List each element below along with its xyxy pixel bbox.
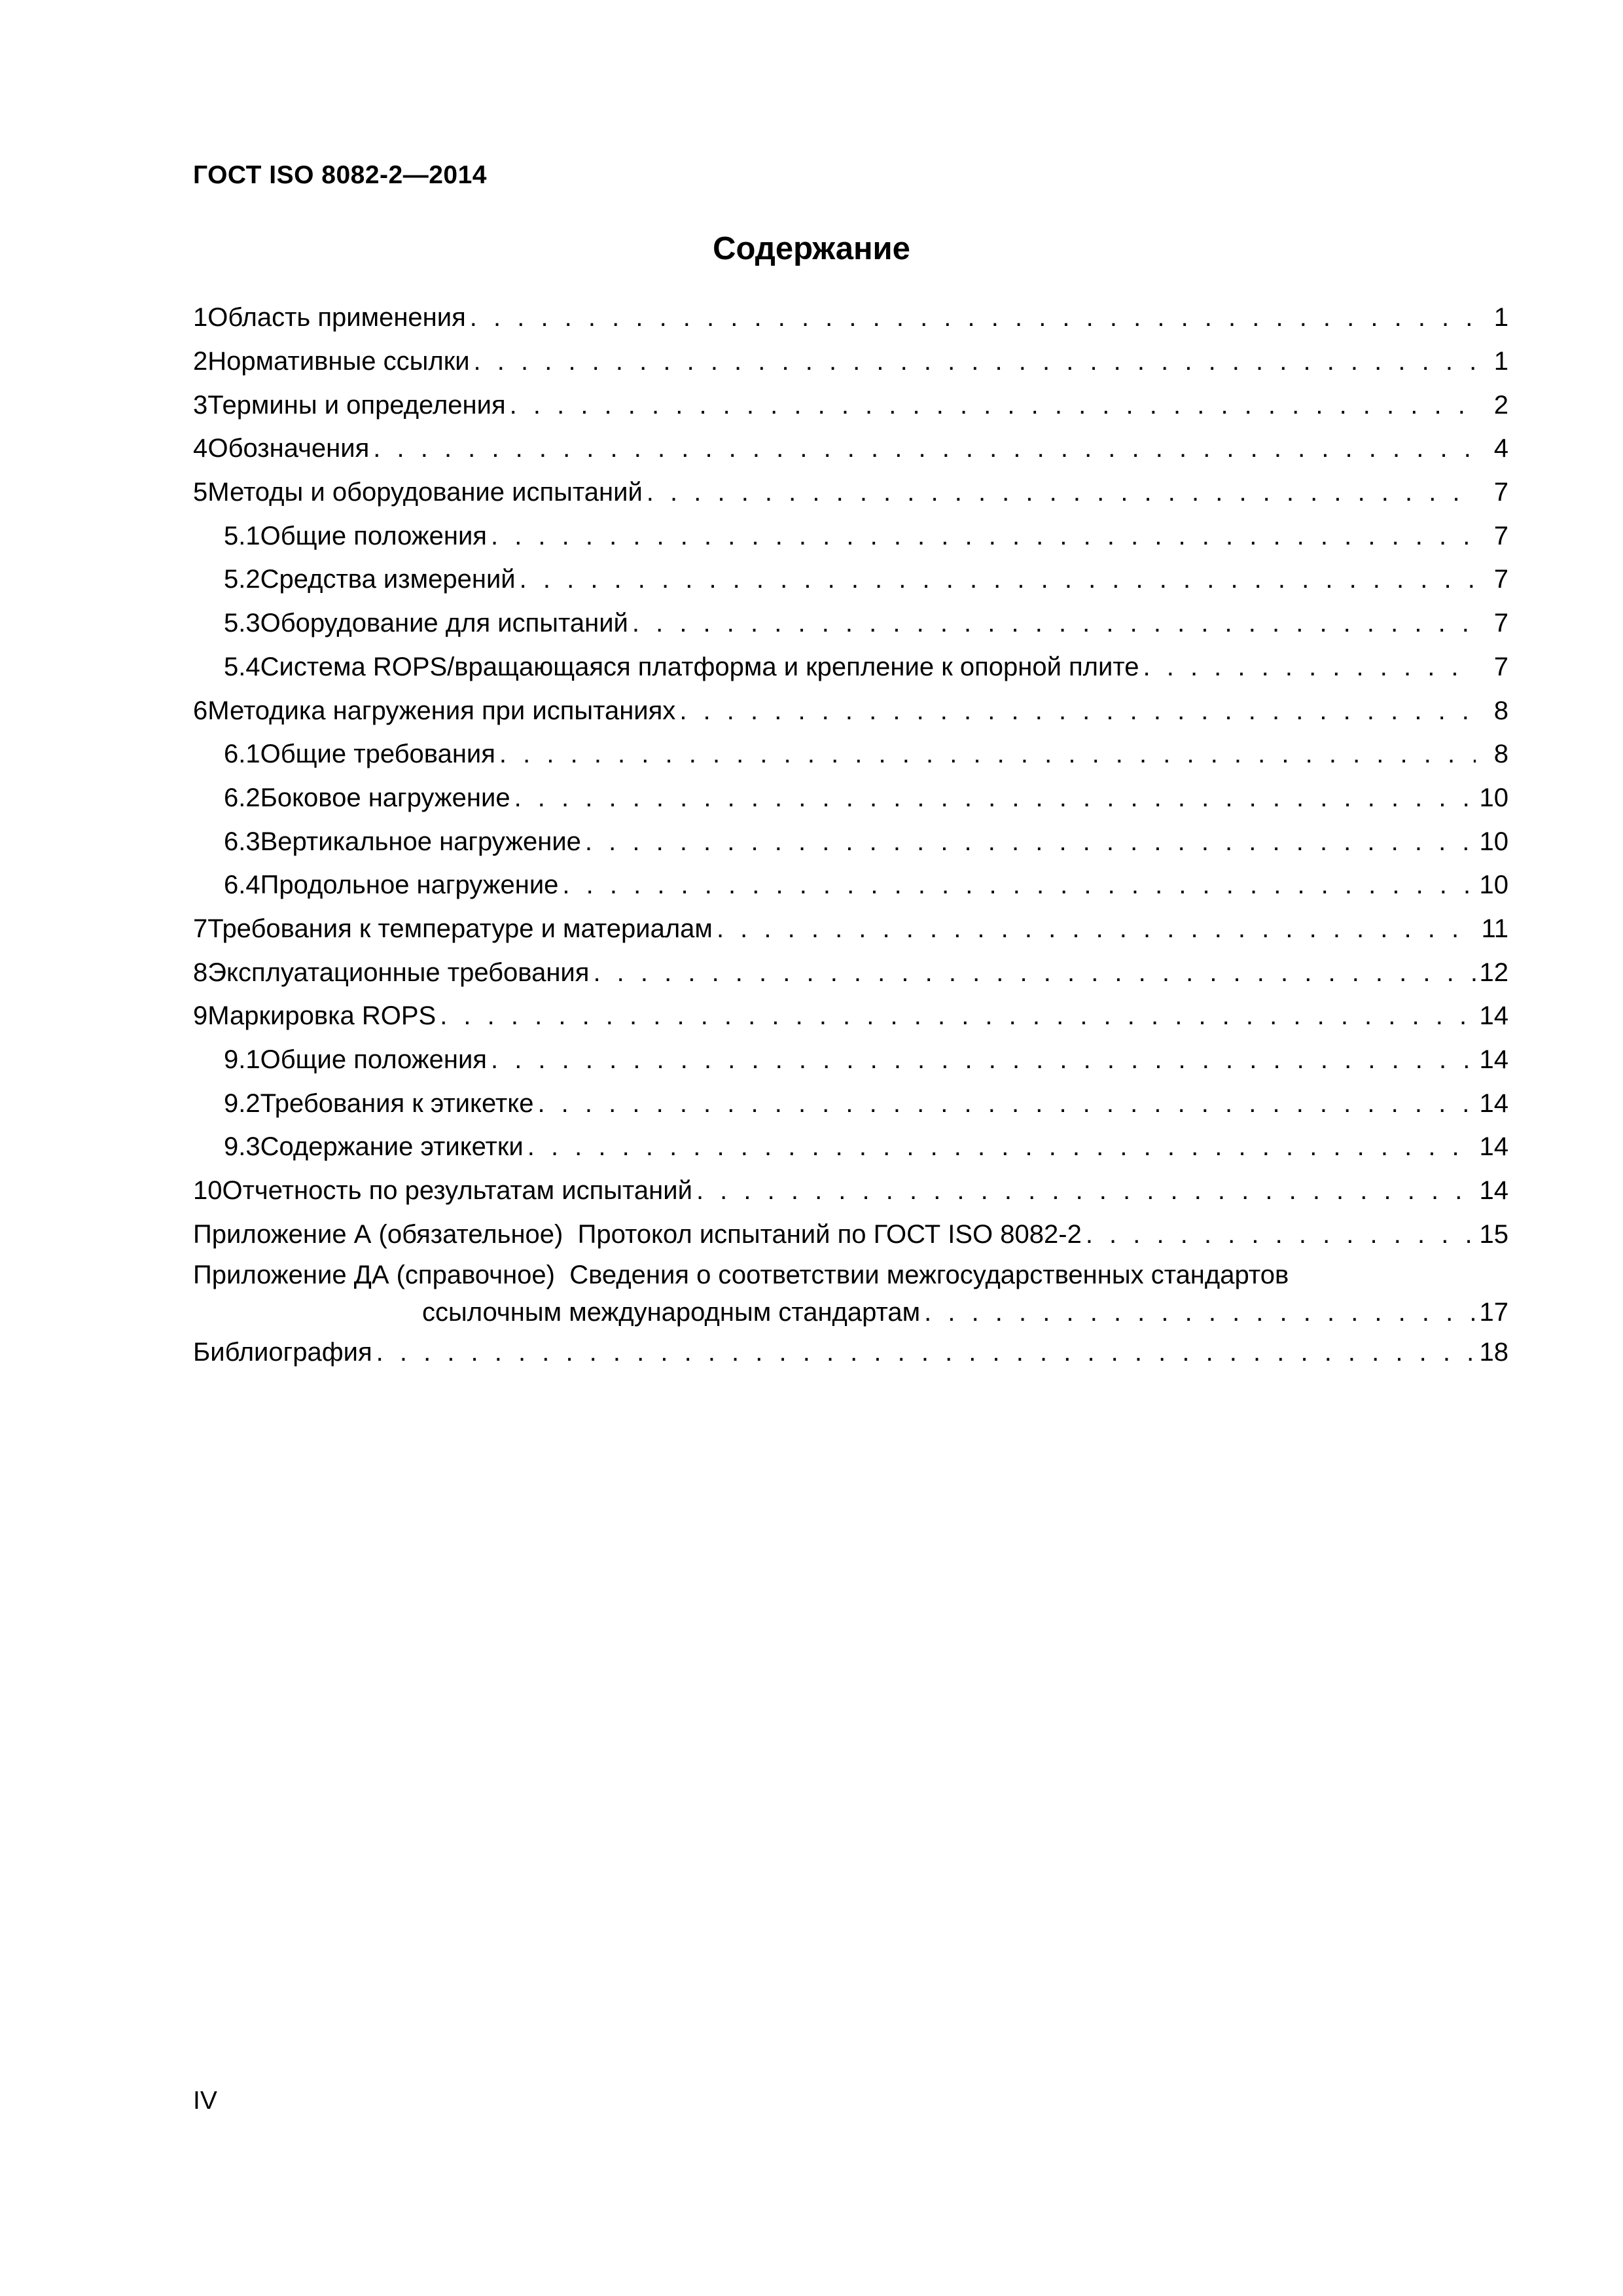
dot-leader [562,869,1475,901]
toc-entry-appendix-da-continuation[interactable] [193,1294,1508,1331]
dot-leader [924,1297,1475,1328]
toc-entry-page: 7 [1493,478,1508,507]
dot-leader [537,1088,1475,1119]
toc-entry-label: Требования к температуре и материалам [207,914,713,943]
dot-leader [510,389,1476,421]
toc-entry-number: 9.1 [224,1045,260,1075]
toc-entry-number: 1 [193,303,208,332]
dot-leader [679,695,1476,726]
toc-entry-page: 14 [1479,1088,1508,1118]
toc-entry-label: Содержание этикетки [260,1132,524,1162]
toc-entry[interactable] [193,601,1508,645]
toc-entry-number: 9.3 [224,1132,260,1162]
dot-leader [373,433,1476,464]
toc-entry-number: 6.3 [224,827,260,856]
toc-entry-label: Вертикальное нагружение [260,827,581,856]
dot-leader [696,1175,1476,1206]
toc-entry-page: 8 [1493,740,1508,769]
dot-leader [440,1000,1475,1031]
toc-entry-number: 4 [193,434,208,463]
toc-entry[interactable] [193,427,1508,471]
toc-entry[interactable] [193,819,1508,863]
toc-entry-number: 5 [193,478,208,507]
dot-leader [491,520,1476,552]
dot-leader [527,1131,1476,1162]
toc-entry-number: 2 [193,347,208,376]
dot-leader [470,302,1476,333]
toc-entry[interactable] [193,514,1508,558]
toc-entry-label: Методы и оборудование испытаний [207,478,643,507]
toc-entry[interactable] [193,1169,1508,1213]
toc-entry-number: 7 [193,914,208,943]
toc-entry-number: 6 [193,696,208,725]
toc-entry-page: 18 [1479,1338,1508,1367]
toc-entry-label: Оборудование для испытаний [260,609,628,638]
toc-entry-label: Общие положения [260,1045,487,1075]
toc-entry-page: 14 [1479,1132,1508,1162]
toc-entry-label: Средства измерений [260,565,516,594]
toc-entry[interactable] [193,645,1508,689]
toc-entry-label: Маркировка ROPS [207,1001,437,1031]
toc-entry-number: 8 [193,958,208,987]
toc-entry-appendix-a[interactable] [193,1212,1508,1256]
toc-entry-appendix-da[interactable] [193,1256,1508,1294]
table-of-contents [193,296,1508,1374]
toc-entry-number: 10 [193,1176,223,1206]
toc-entry[interactable] [193,340,1508,384]
toc-entry[interactable] [193,1081,1508,1125]
toc-entry[interactable] [193,1125,1508,1169]
toc-entry-label: Общие положения [260,521,487,550]
toc-entry-label: Общие требования [260,740,495,769]
document-header-id: ГОСТ ISO 8082-2—2014 [193,161,487,189]
toc-entry[interactable] [193,383,1508,427]
dot-leader [593,957,1475,988]
toc-entry-number: 3 [193,390,208,420]
toc-entry-page: 14 [1479,1045,1508,1075]
toc-entry-label: Эксплуатационные требования [207,958,590,987]
toc-entry-page: 7 [1493,521,1508,550]
toc-entry-page: 14 [1479,1001,1508,1031]
toc-entry-number: 6.2 [224,783,260,812]
toc-entry-label: Приложение А (обязательное) Протокол испытаний по ГОСТ ISO 8082-2 [193,1219,1082,1249]
toc-entry-page: 7 [1493,609,1508,638]
toc-entry-label: Продольное нагружение [260,870,559,900]
dot-leader [491,1044,1476,1075]
toc-entry-page: 7 [1493,565,1508,594]
toc-entry-number: 5.1 [224,521,260,550]
toc-entry-label: Методика нагружения при испытаниях [207,696,676,725]
toc-entry[interactable] [193,471,1508,514]
toc-entry-page: 8 [1493,696,1508,725]
toc-entry[interactable] [193,863,1508,907]
dot-leader [376,1336,1476,1368]
toc-entry-page: 12 [1479,958,1508,987]
toc-entry-page: 1 [1493,303,1508,332]
toc-entry-label: Нормативные ссылки [207,347,470,376]
toc-entry-page: 7 [1493,652,1508,681]
toc-entry-page: 17 [1479,1298,1508,1327]
dot-leader [520,564,1476,595]
dot-leader [474,346,1476,377]
toc-entry-page: 10 [1479,870,1508,900]
toc-entry[interactable] [193,1038,1508,1082]
dot-leader [717,913,1476,944]
toc-entry[interactable] [193,950,1508,994]
toc-entry-page: 10 [1479,783,1508,812]
toc-entry-label: Требования к этикетке [260,1088,534,1118]
dot-leader [1086,1219,1476,1250]
toc-entry-page: 14 [1479,1176,1508,1206]
toc-entry-number: 9 [193,1001,208,1031]
dot-leader [514,782,1476,814]
dot-leader [585,826,1476,857]
toc-entry[interactable] [193,732,1508,776]
toc-entry[interactable] [193,994,1508,1038]
toc-entry-page: 10 [1479,827,1508,856]
toc-entry[interactable] [193,776,1508,820]
toc-entry-bibliography[interactable] [193,1331,1508,1374]
toc-entry-label: ссылочным международным стандартам [422,1298,921,1327]
toc-entry-number: 6.4 [224,870,260,900]
toc-entry-page: 11 [1481,914,1508,943]
page-number: IV [193,2087,217,2115]
toc-entry[interactable] [193,296,1508,340]
toc-entry[interactable] [193,907,1508,951]
page-title: Содержание [713,231,910,266]
toc-entry-label: Термины и определения [207,390,506,420]
toc-entry-page: 1 [1493,347,1508,376]
toc-entry-number: 6.1 [224,740,260,769]
toc-entry-label: Приложение ДА (справочное) Сведения о соответствии межгосударственных стандартов [193,1261,1289,1290]
toc-entry-page: 15 [1479,1219,1508,1249]
dot-leader [647,476,1476,508]
toc-entry-label: Боковое нагружение [260,783,510,812]
toc-entry[interactable] [193,558,1508,601]
toc-entry-label: Обозначения [207,434,370,463]
toc-entry-number: 9.2 [224,1088,260,1118]
toc-entry-number: 5.3 [224,609,260,638]
toc-entry-number: 5.4 [224,652,260,681]
dot-leader [499,738,1476,770]
toc-entry-number: 5.2 [224,565,260,594]
toc-entry-page: 4 [1493,434,1508,463]
toc-entry-label: Система ROPS/вращающаяся платформа и крепление к опорной плите [260,652,1139,681]
dot-leader [1143,651,1476,683]
toc-entry-label: Библиография [193,1338,372,1367]
toc-entry-page: 2 [1493,390,1508,420]
toc-entry-label: Отчетность по результатам испытаний [222,1176,692,1206]
toc-entry-label: Область применения [207,303,466,332]
toc-entry[interactable] [193,689,1508,732]
dot-leader [632,607,1476,639]
